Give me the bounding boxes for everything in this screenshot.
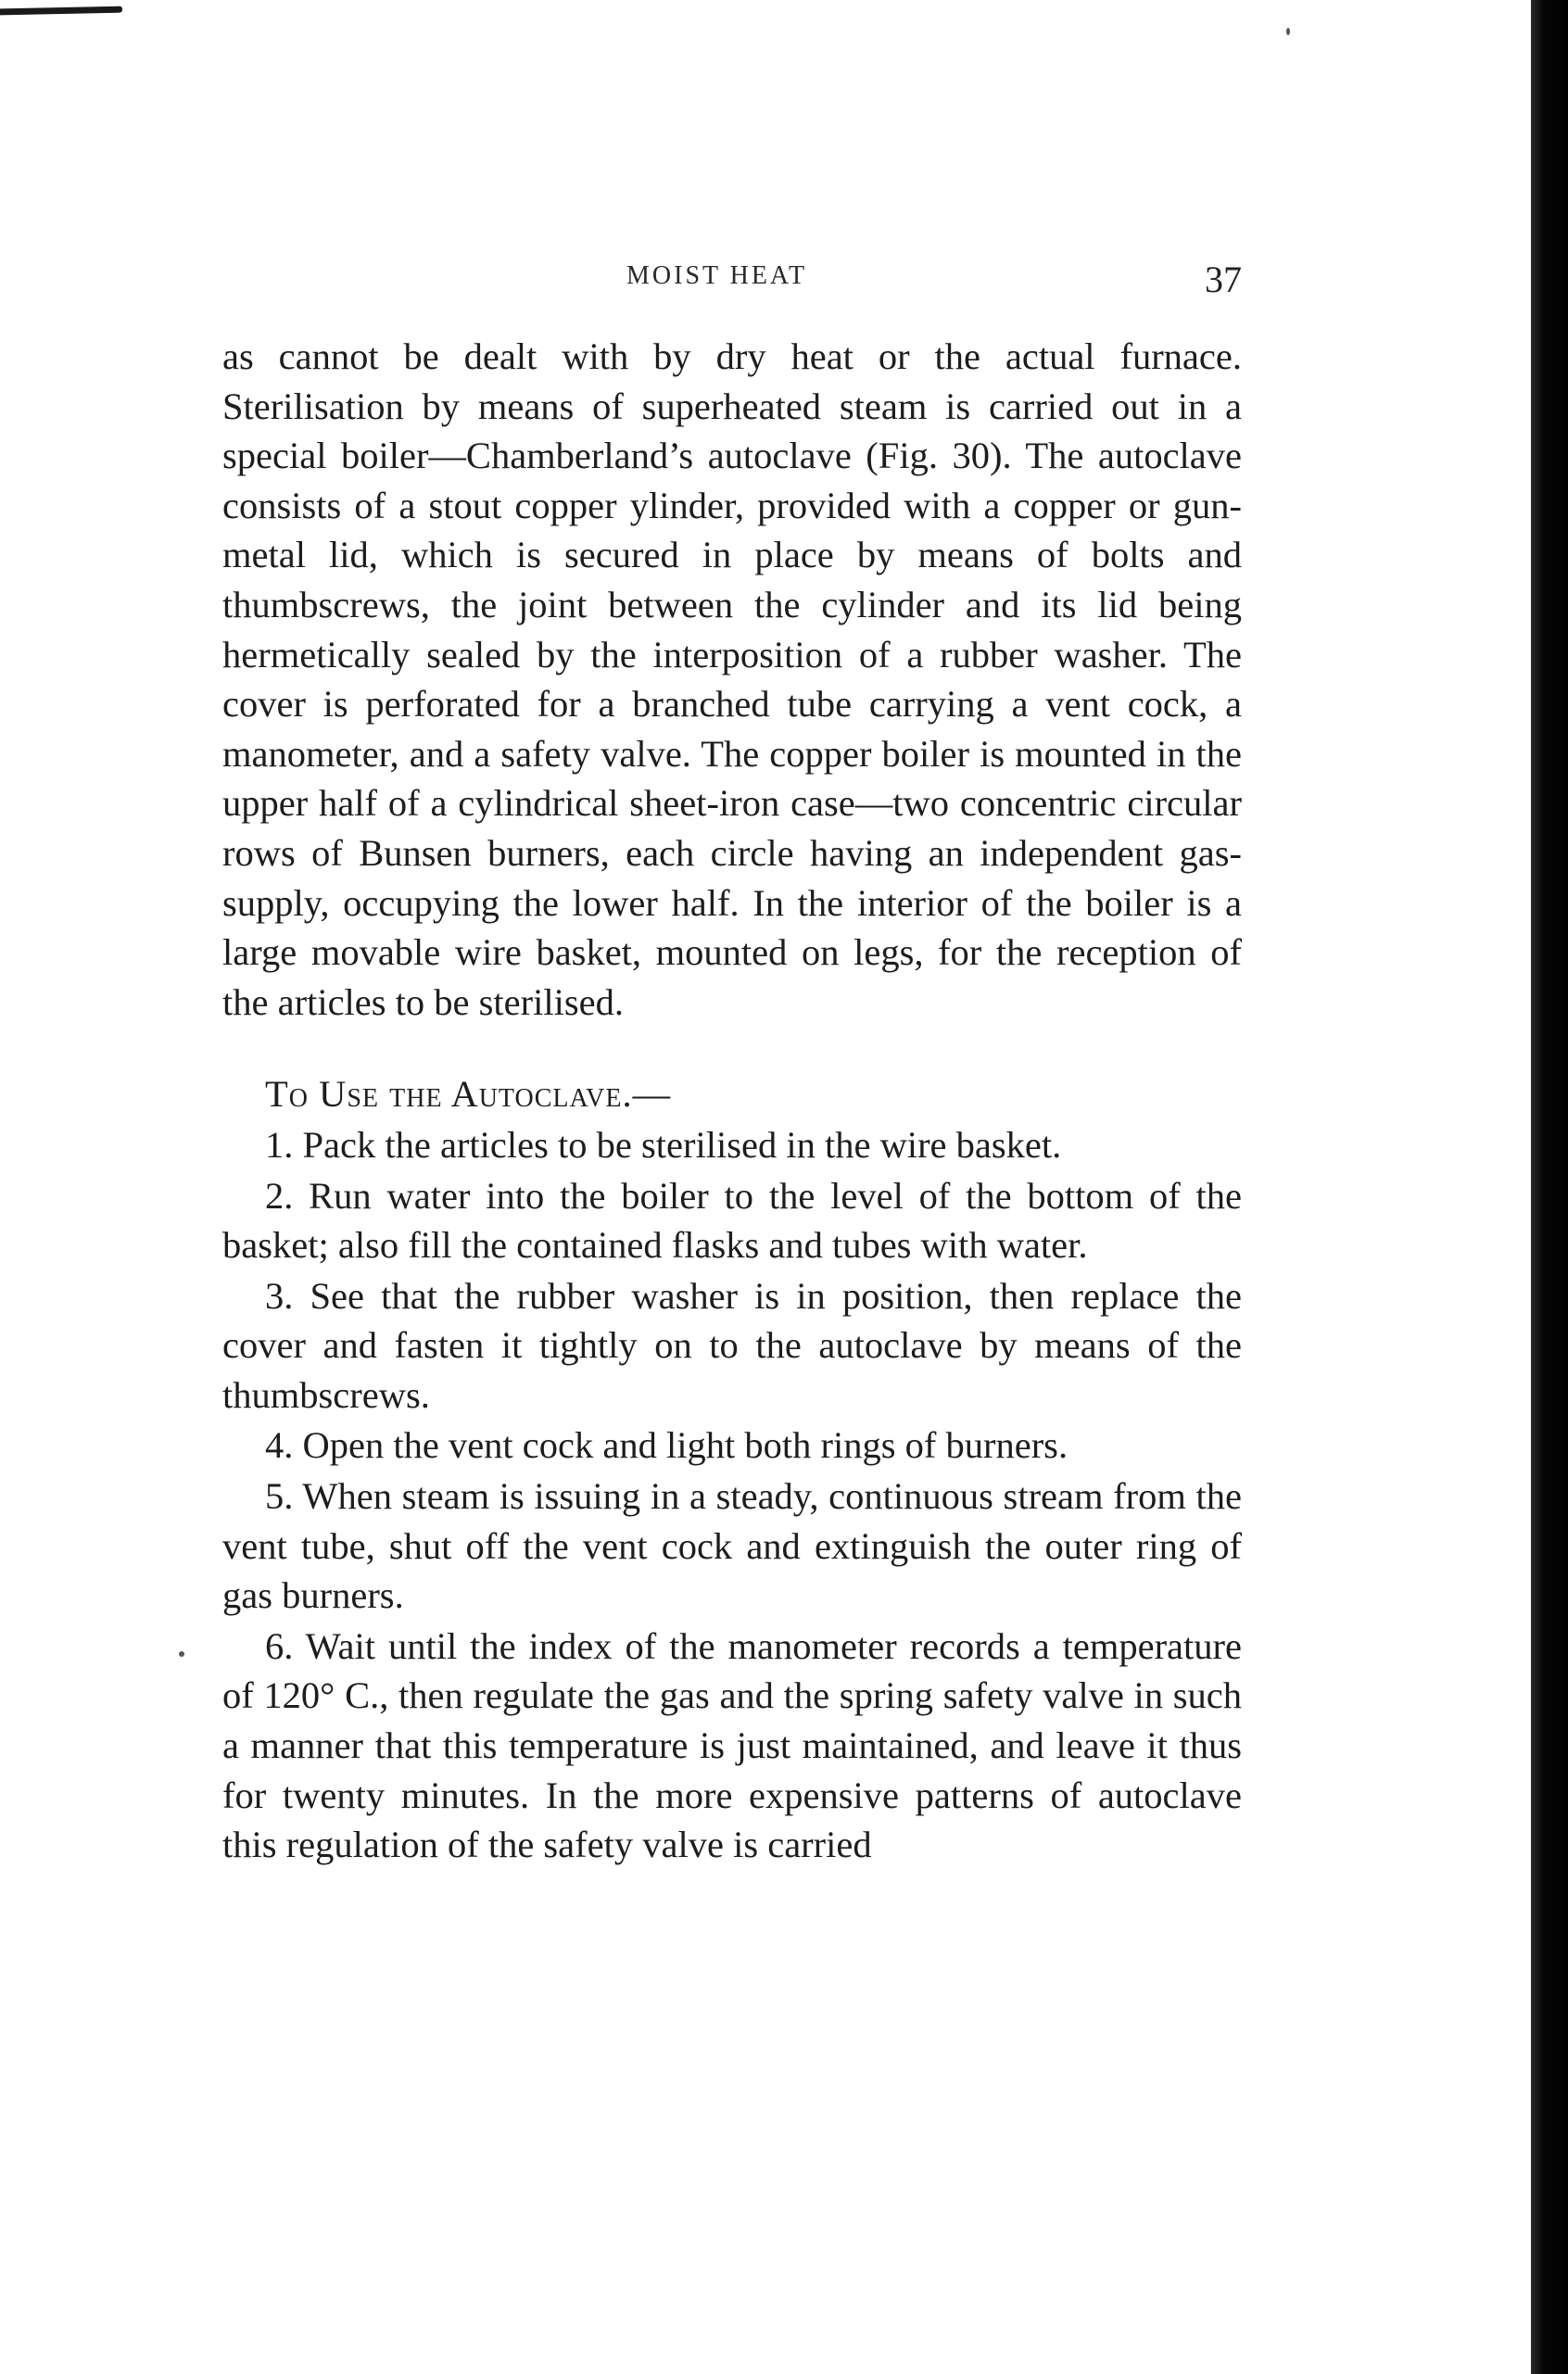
step-item <box>222 1471 1242 1621</box>
step-text: Run water into the boiler to the level of the bottom of the basket; also fill the contained flasks and tubes with water. <box>222 1174 1242 1267</box>
running-head: MOIST HEAT <box>626 261 808 290</box>
scan-edge-mark <box>0 6 122 16</box>
step-item <box>222 1120 1242 1170</box>
step-text: See that the rubber washer is in position, then replace the cover and fasten it tightly on to the autoclave by means of the thumbscrews. <box>222 1274 1243 1416</box>
scan-binding-shadow <box>1531 0 1568 2374</box>
scan-speck <box>1286 28 1290 35</box>
step-item <box>222 1421 1242 1471</box>
step-number: 1. <box>265 1123 294 1166</box>
step-number: 2. <box>265 1174 294 1217</box>
page-number: 37 <box>1205 259 1242 300</box>
step-number: 4. <box>265 1424 294 1467</box>
step-number: 3. <box>265 1274 294 1317</box>
section-heading: To Use the Autoclave.— <box>265 1073 672 1116</box>
step-text: When steam is issuing in a steady, continuous stream from the vent tube, shut off the vent cock and extinguish the outer ring of gas burners. <box>222 1475 1242 1617</box>
step-text: Pack the articles to be sterilised in the wire basket. <box>302 1123 1062 1166</box>
step-text: Wait until the index of the manometer records a temperature of 120° C., then regulate the gas and the spring safety valve in such a manner that this temperature is just maintained, and leave it thus for twenty minutes. In the more expensive patterns of autoclave this regulation of the safety valve is carried <box>222 1624 1242 1866</box>
step-item <box>222 1271 1242 1421</box>
scan-speck <box>179 1651 184 1657</box>
step-item <box>222 1622 1242 1870</box>
page-body <box>222 332 1242 1870</box>
step-item <box>222 1171 1242 1270</box>
body-paragraph: as cannot be dealt with by dry heat or the actual furnace. Sterilisation by means of superheated steam is carried out in a special boiler—Chamberland’s autoclave (Fig. 30). The autoclave consists of a stout copper ylinder, provided with a copper or gun-metal lid, which is secured in place by means of bolts and thumbscrews, the joint between the cylinder and its lid being hermetically sealed by the interposition of a rubber washer. The cover is perforated for a branched tube carrying a vent cock, a manometer, and a safety valve. The copper boiler is mounted in the upper half of a cylindrical sheet-iron case—two concentric circular rows of Bunsen burners, each circle having an independent gas-supply, occupying the lower half. In the interior of the boiler is a large movable wire basket, mounted on legs, for the reception of the articles to be sterilised. <box>222 335 1242 1023</box>
step-number: 6. <box>265 1624 294 1667</box>
step-number: 5. <box>265 1475 294 1518</box>
step-text: Open the vent cock and light both rings of burners. <box>302 1424 1069 1467</box>
page-header <box>222 258 1242 313</box>
